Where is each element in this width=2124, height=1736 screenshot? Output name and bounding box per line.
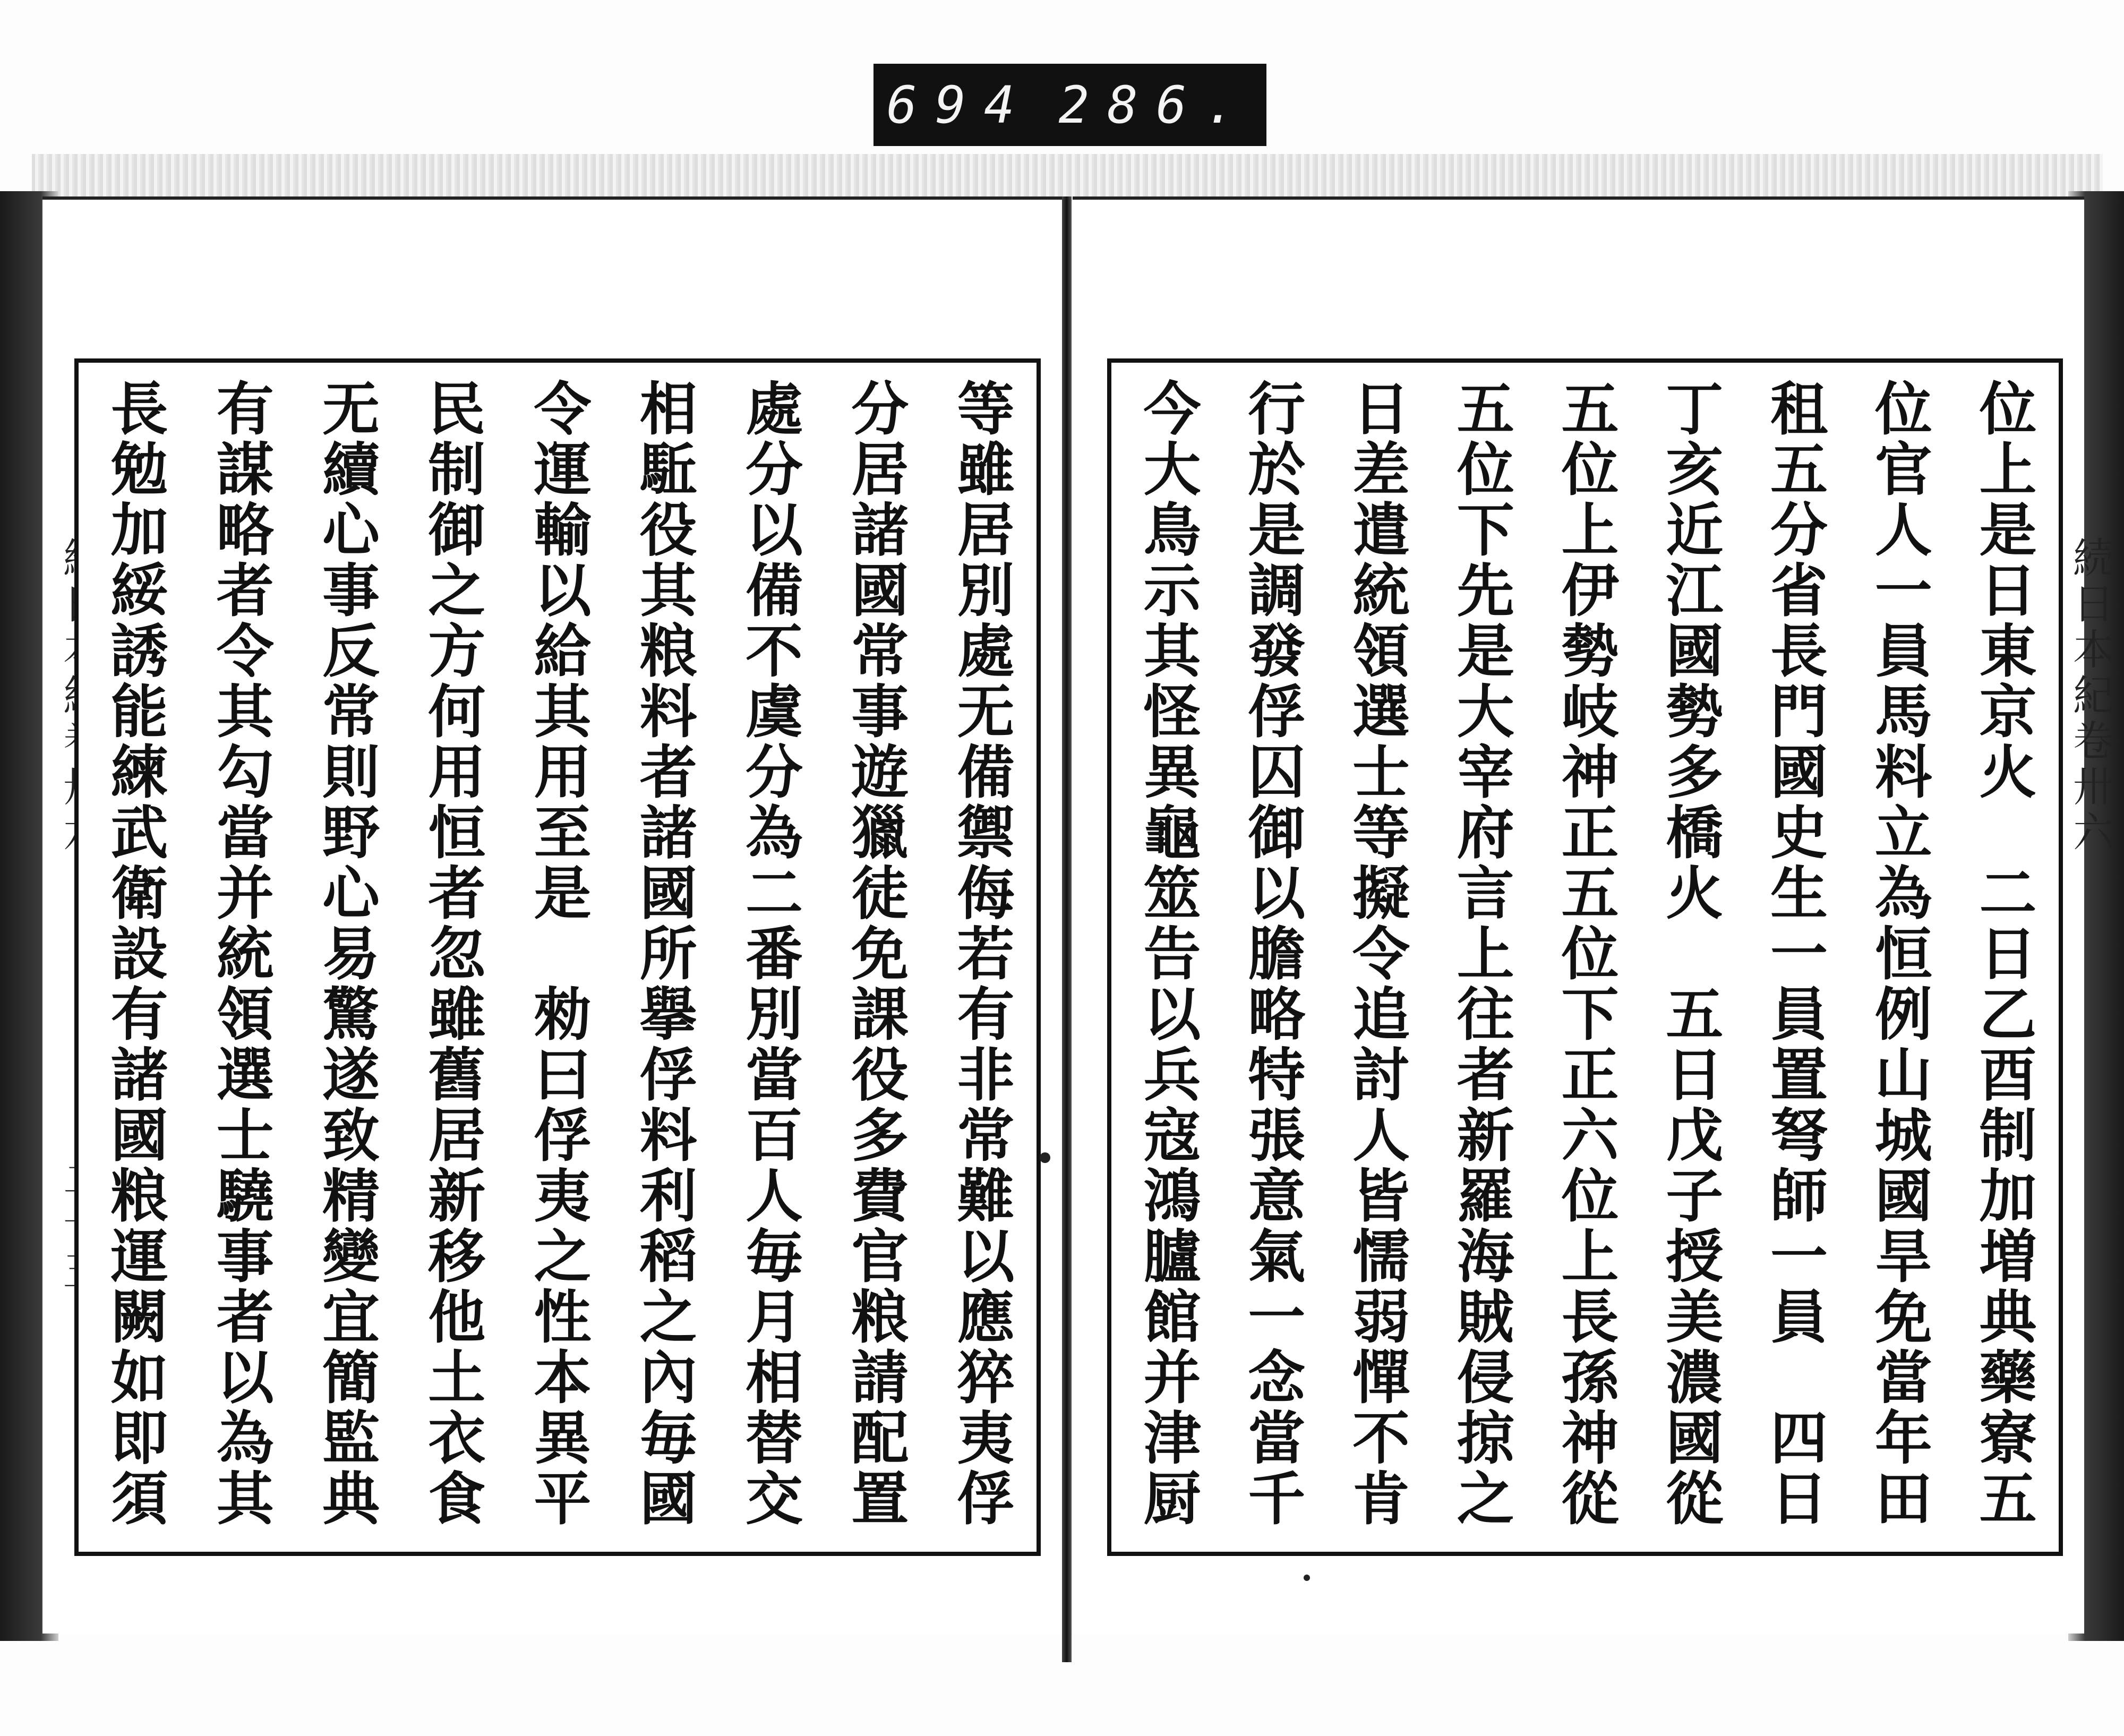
text-column: 丁亥近江國勢多橋火 五日戊子授美濃國從: [1656, 379, 1723, 1529]
film-reel-number: 694: [886, 75, 1033, 135]
text-column: 令運輸以給其用至是 勑曰俘夷之性本異平: [524, 379, 591, 1529]
right-text-panel: [1107, 358, 2063, 1556]
ink-speck: [1304, 1575, 1310, 1581]
text-column: 日差遣統領選士等擬令追討人皆懦弱憚不肯: [1342, 379, 1410, 1529]
text-column: 民制御之方何用恒者忽雖舊居新移他土衣食: [418, 379, 485, 1529]
text-column: 无續心事反常則野心易驚遂致精變宜簡監典: [312, 379, 380, 1529]
text-column: 五位下先是大宰府言上往者新羅海賊侵掠之: [1447, 379, 1514, 1529]
film-frame-number: 286.: [1058, 75, 1254, 135]
text-column: 相駈役其粮料者諸國所擧俘料利稻之內毎國: [630, 379, 697, 1529]
text-column: 處分以備不虞分為二番別當百人毎月相替交: [735, 379, 803, 1529]
text-column: 五位上伊勢岐神正五位下正六位上長孫神從: [1552, 379, 1618, 1529]
text-column: 今大鳥示其怪異龜筮告以兵寇鴻臚館并津厨: [1134, 379, 1201, 1529]
book-gutter: [1062, 196, 1072, 1662]
text-column: 位上是日東京火 二日乙酉制加増典藥寮五: [1969, 379, 2036, 1529]
text-column: 行於是調發俘囚御以膽略特張意氣一念當千: [1238, 379, 1305, 1529]
text-column: 長勉加綏誘能練武衛設有諸國粮運闕如即須: [101, 379, 168, 1529]
right-edge-title: 続日本紀卷卅六: [2066, 536, 2114, 856]
left-text-columns: [79, 363, 1037, 1552]
film-edge-shading: [32, 154, 2103, 202]
text-column: 位官人一員馬料立為恒例山城國旱免當年田: [1865, 379, 1932, 1529]
ink-speck: [1040, 1152, 1050, 1163]
right-text-columns: [1111, 363, 2059, 1552]
text-column: 租五分省長門國史生一員置弩師一員 四日: [1760, 379, 1828, 1529]
text-column: 有謀略者令其勾當并統領選士驍事者以為其: [207, 379, 274, 1529]
left-text-panel: [74, 358, 1041, 1556]
text-column: 分居諸國常事遊獵徒免課役多費官粮請配置: [841, 379, 909, 1529]
microfilm-frame-label: [873, 64, 1266, 146]
text-column: 等雖居別處无備禦侮若有非常難以應猝夷俘: [947, 379, 1014, 1529]
